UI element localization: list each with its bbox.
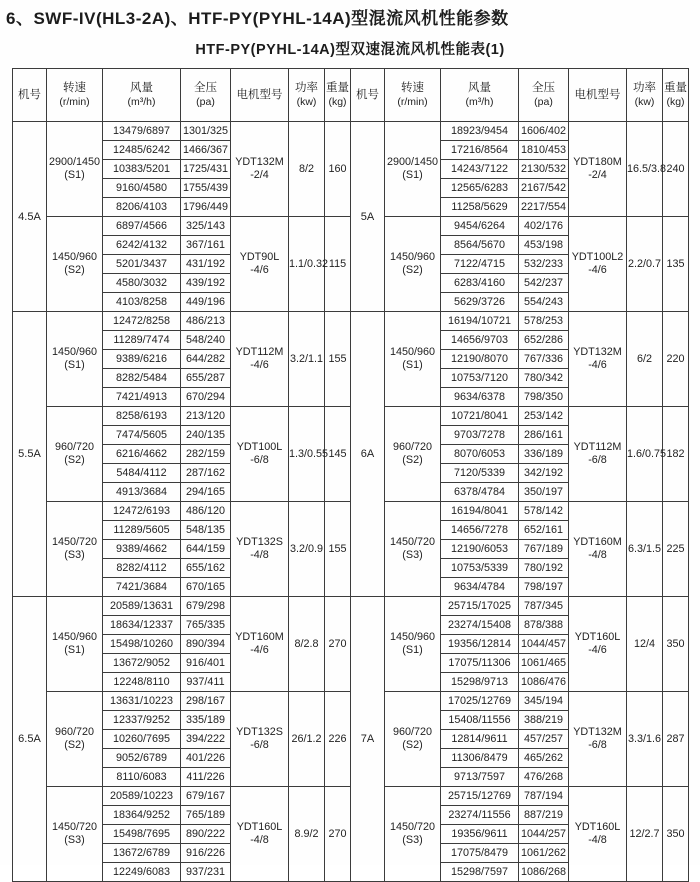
flow-cell: 11258/5629 bbox=[441, 198, 519, 217]
pressure-cell: 439/192 bbox=[181, 274, 231, 293]
flow-cell: 8070/6053 bbox=[441, 445, 519, 464]
weight-cell: 270 bbox=[325, 787, 351, 882]
pressure-cell: 2130/532 bbox=[519, 160, 569, 179]
power-cell: 12/4 bbox=[627, 597, 663, 692]
pressure-cell: 542/237 bbox=[519, 274, 569, 293]
pressure-cell: 2167/542 bbox=[519, 179, 569, 198]
weight-cell: 160 bbox=[325, 122, 351, 217]
motor-cell: YDT132S -6/8 bbox=[231, 692, 289, 787]
flow-cell: 25715/12769 bbox=[441, 787, 519, 806]
header-pressure: 全压 (pa) bbox=[181, 69, 231, 122]
pressure-cell: 798/350 bbox=[519, 388, 569, 407]
pressure-cell: 401/226 bbox=[181, 749, 231, 768]
flow-cell: 20589/13631 bbox=[103, 597, 181, 616]
flow-cell: 8564/5670 bbox=[441, 236, 519, 255]
flow-cell: 9160/4580 bbox=[103, 179, 181, 198]
motor-cell: YDT132M -6/8 bbox=[569, 692, 627, 787]
pressure-cell: 578/142 bbox=[519, 502, 569, 521]
motor-cell: YDT132S -4/8 bbox=[231, 502, 289, 597]
pressure-cell: 294/165 bbox=[181, 483, 231, 502]
page-title: 6、SWF-IV(HL3-2A)、HTF-PY(PYHL-14A)型混流风机性能参数 bbox=[6, 9, 509, 28]
power-cell: 1.3/0.55 bbox=[289, 407, 325, 502]
pressure-cell: 554/243 bbox=[519, 293, 569, 312]
flow-cell: 9634/6378 bbox=[441, 388, 519, 407]
pressure-cell: 1796/449 bbox=[181, 198, 231, 217]
motor-cell: YDT160L -4/8 bbox=[231, 787, 289, 882]
pressure-cell: 644/159 bbox=[181, 540, 231, 559]
flow-cell: 12472/6193 bbox=[103, 502, 181, 521]
speed-cell: 960/720 (S2) bbox=[385, 407, 441, 502]
flow-cell: 16194/8041 bbox=[441, 502, 519, 521]
flow-cell: 11306/8479 bbox=[441, 749, 519, 768]
flow-cell: 12565/6283 bbox=[441, 179, 519, 198]
pressure-cell: 1044/257 bbox=[519, 825, 569, 844]
pressure-cell: 787/194 bbox=[519, 787, 569, 806]
speed-cell: 960/720 (S2) bbox=[47, 407, 103, 502]
power-cell: 8/2 bbox=[289, 122, 325, 217]
fan-performance-table bbox=[12, 68, 689, 882]
flow-cell: 12337/9252 bbox=[103, 711, 181, 730]
pressure-cell: 1086/476 bbox=[519, 673, 569, 692]
flow-cell: 17075/8479 bbox=[441, 844, 519, 863]
motor-cell: YDT132M -2/4 bbox=[231, 122, 289, 217]
flow-cell: 8206/4103 bbox=[103, 198, 181, 217]
pressure-cell: 1725/431 bbox=[181, 160, 231, 179]
flow-cell: 10721/8041 bbox=[441, 407, 519, 426]
motor-cell: YDT112M -4/6 bbox=[231, 312, 289, 407]
flow-cell: 4913/3684 bbox=[103, 483, 181, 502]
speed-cell: 1450/720 (S3) bbox=[47, 787, 103, 882]
power-cell: 2.2/0.7 bbox=[627, 217, 663, 312]
pressure-cell: 411/226 bbox=[181, 768, 231, 787]
motor-cell: YDT160M -4/8 bbox=[569, 502, 627, 597]
header-weight: 重量 (kg) bbox=[325, 69, 351, 122]
model-cell: 5A bbox=[351, 122, 385, 312]
speed-cell: 1450/720 (S3) bbox=[47, 502, 103, 597]
weight-cell: 287 bbox=[663, 692, 689, 787]
flow-cell: 12190/8070 bbox=[441, 350, 519, 369]
pressure-cell: 767/189 bbox=[519, 540, 569, 559]
weight-cell: 350 bbox=[663, 787, 689, 882]
pressure-cell: 916/226 bbox=[181, 844, 231, 863]
power-cell: 3.3/1.6 bbox=[627, 692, 663, 787]
header-weight: 重量 (kg) bbox=[663, 69, 689, 122]
pressure-cell: 335/189 bbox=[181, 711, 231, 730]
flow-cell: 18364/9252 bbox=[103, 806, 181, 825]
pressure-cell: 532/233 bbox=[519, 255, 569, 274]
pressure-cell: 670/294 bbox=[181, 388, 231, 407]
flow-cell: 14656/7278 bbox=[441, 521, 519, 540]
flow-cell: 13479/6897 bbox=[103, 122, 181, 141]
flow-cell: 20589/10223 bbox=[103, 787, 181, 806]
power-cell: 3.2/0.9 bbox=[289, 502, 325, 597]
weight-cell: 182 bbox=[663, 407, 689, 502]
flow-cell: 12249/6083 bbox=[103, 863, 181, 882]
pressure-cell: 453/198 bbox=[519, 236, 569, 255]
flow-cell: 12190/6053 bbox=[441, 540, 519, 559]
pressure-cell: 394/222 bbox=[181, 730, 231, 749]
pressure-cell: 1301/325 bbox=[181, 122, 231, 141]
table-row bbox=[13, 122, 689, 141]
pressure-cell: 890/394 bbox=[181, 635, 231, 654]
weight-cell: 350 bbox=[663, 597, 689, 692]
flow-cell: 15298/7597 bbox=[441, 863, 519, 882]
motor-cell: YDT90L -4/6 bbox=[231, 217, 289, 312]
flow-cell: 15498/7695 bbox=[103, 825, 181, 844]
flow-cell: 13631/10223 bbox=[103, 692, 181, 711]
header-speed: 转速 (r/min) bbox=[385, 69, 441, 122]
pressure-cell: 1606/402 bbox=[519, 122, 569, 141]
flow-cell: 9454/6264 bbox=[441, 217, 519, 236]
flow-cell: 17216/8564 bbox=[441, 141, 519, 160]
motor-cell: YDT180M -2/4 bbox=[569, 122, 627, 217]
motor-cell: YDT160L -4/8 bbox=[569, 787, 627, 882]
speed-cell: 960/720 (S2) bbox=[385, 692, 441, 787]
motor-cell: YDT160M -4/6 bbox=[231, 597, 289, 692]
pressure-cell: 765/335 bbox=[181, 616, 231, 635]
flow-cell: 6897/4566 bbox=[103, 217, 181, 236]
flow-cell: 12814/9611 bbox=[441, 730, 519, 749]
pressure-cell: 345/194 bbox=[519, 692, 569, 711]
weight-cell: 225 bbox=[663, 502, 689, 597]
model-cell: 6A bbox=[351, 312, 385, 597]
pressure-cell: 780/342 bbox=[519, 369, 569, 388]
motor-cell: YDT100L -6/8 bbox=[231, 407, 289, 502]
pressure-cell: 765/189 bbox=[181, 806, 231, 825]
flow-cell: 7120/5339 bbox=[441, 464, 519, 483]
flow-cell: 10753/7120 bbox=[441, 369, 519, 388]
speed-cell: 1450/960 (S1) bbox=[385, 312, 441, 407]
weight-cell: 270 bbox=[325, 597, 351, 692]
pressure-cell: 298/167 bbox=[181, 692, 231, 711]
flow-cell: 12248/8110 bbox=[103, 673, 181, 692]
flow-cell: 23274/11556 bbox=[441, 806, 519, 825]
weight-cell: 145 bbox=[325, 407, 351, 502]
motor-cell: YDT100L2 -4/6 bbox=[569, 217, 627, 312]
pressure-cell: 916/401 bbox=[181, 654, 231, 673]
weight-cell: 155 bbox=[325, 312, 351, 407]
model-cell: 4.5A bbox=[13, 122, 47, 312]
flow-cell: 9052/6789 bbox=[103, 749, 181, 768]
flow-cell: 4103/8258 bbox=[103, 293, 181, 312]
flow-cell: 8282/5484 bbox=[103, 369, 181, 388]
power-cell: 26/1.2 bbox=[289, 692, 325, 787]
pressure-cell: 652/161 bbox=[519, 521, 569, 540]
model-cell: 7A bbox=[351, 597, 385, 882]
pressure-cell: 548/135 bbox=[181, 521, 231, 540]
flow-cell: 16194/10721 bbox=[441, 312, 519, 331]
pressure-cell: 388/219 bbox=[519, 711, 569, 730]
flow-cell: 12485/6242 bbox=[103, 141, 181, 160]
flow-cell: 10260/7695 bbox=[103, 730, 181, 749]
flow-cell: 17025/12769 bbox=[441, 692, 519, 711]
weight-cell: 220 bbox=[663, 312, 689, 407]
pressure-cell: 350/197 bbox=[519, 483, 569, 502]
flow-cell: 9389/4662 bbox=[103, 540, 181, 559]
pressure-cell: 670/165 bbox=[181, 578, 231, 597]
power-cell: 8.9/2 bbox=[289, 787, 325, 882]
flow-cell: 18923/9454 bbox=[441, 122, 519, 141]
pressure-cell: 780/192 bbox=[519, 559, 569, 578]
pressure-cell: 1086/268 bbox=[519, 863, 569, 882]
pressure-cell: 476/268 bbox=[519, 768, 569, 787]
pressure-cell: 1044/457 bbox=[519, 635, 569, 654]
speed-cell: 1450/720 (S3) bbox=[385, 787, 441, 882]
header-motor: 电机型号 bbox=[231, 69, 289, 122]
flow-cell: 14243/7122 bbox=[441, 160, 519, 179]
flow-cell: 9713/7597 bbox=[441, 768, 519, 787]
pressure-cell: 287/162 bbox=[181, 464, 231, 483]
weight-cell: 240 bbox=[663, 122, 689, 217]
pressure-cell: 578/253 bbox=[519, 312, 569, 331]
flow-cell: 7421/4913 bbox=[103, 388, 181, 407]
pressure-cell: 449/196 bbox=[181, 293, 231, 312]
power-cell: 8/2.8 bbox=[289, 597, 325, 692]
flow-cell: 19356/9611 bbox=[441, 825, 519, 844]
flow-cell: 5629/3726 bbox=[441, 293, 519, 312]
header-speed: 转速 (r/min) bbox=[47, 69, 103, 122]
pressure-cell: 465/262 bbox=[519, 749, 569, 768]
pressure-cell: 336/189 bbox=[519, 445, 569, 464]
header-pressure: 全压 (pa) bbox=[519, 69, 569, 122]
pressure-cell: 887/219 bbox=[519, 806, 569, 825]
power-cell: 1.6/0.75 bbox=[627, 407, 663, 502]
flow-cell: 19356/12814 bbox=[441, 635, 519, 654]
flow-cell: 25715/17025 bbox=[441, 597, 519, 616]
pressure-cell: 798/197 bbox=[519, 578, 569, 597]
pressure-cell: 213/120 bbox=[181, 407, 231, 426]
pressure-cell: 1466/367 bbox=[181, 141, 231, 160]
weight-cell: 135 bbox=[663, 217, 689, 312]
flow-cell: 11289/5605 bbox=[103, 521, 181, 540]
flow-cell: 15498/10260 bbox=[103, 635, 181, 654]
pressure-cell: 286/161 bbox=[519, 426, 569, 445]
header-power: 功率 (kw) bbox=[289, 69, 325, 122]
pressure-cell: 486/120 bbox=[181, 502, 231, 521]
pressure-cell: 767/336 bbox=[519, 350, 569, 369]
pressure-cell: 342/192 bbox=[519, 464, 569, 483]
model-cell: 6.5A bbox=[13, 597, 47, 882]
power-cell: 1.1/0.32 bbox=[289, 217, 325, 312]
pressure-cell: 679/298 bbox=[181, 597, 231, 616]
pressure-cell: 1061/465 bbox=[519, 654, 569, 673]
pressure-cell: 679/167 bbox=[181, 787, 231, 806]
pressure-cell: 486/213 bbox=[181, 312, 231, 331]
flow-cell: 15298/9713 bbox=[441, 673, 519, 692]
motor-cell: YDT112M -6/8 bbox=[569, 407, 627, 502]
pressure-cell: 652/286 bbox=[519, 331, 569, 350]
weight-cell: 155 bbox=[325, 502, 351, 597]
pressure-cell: 1061/262 bbox=[519, 844, 569, 863]
speed-cell: 1450/720 (S3) bbox=[385, 502, 441, 597]
flow-cell: 7474/5605 bbox=[103, 426, 181, 445]
pressure-cell: 282/159 bbox=[181, 445, 231, 464]
power-cell: 6.3/1.5 bbox=[627, 502, 663, 597]
pressure-cell: 655/287 bbox=[181, 369, 231, 388]
flow-cell: 11289/7474 bbox=[103, 331, 181, 350]
pressure-cell: 325/143 bbox=[181, 217, 231, 236]
flow-cell: 8258/6193 bbox=[103, 407, 181, 426]
table-header bbox=[13, 69, 689, 122]
flow-cell: 13672/9052 bbox=[103, 654, 181, 673]
motor-cell: YDT132M -4/6 bbox=[569, 312, 627, 407]
flow-cell: 7421/3684 bbox=[103, 578, 181, 597]
power-cell: 3.2/1.1 bbox=[289, 312, 325, 407]
pressure-cell: 457/257 bbox=[519, 730, 569, 749]
pressure-cell: 878/388 bbox=[519, 616, 569, 635]
speed-cell: 1450/960 (S1) bbox=[385, 597, 441, 692]
speed-cell: 960/720 (S2) bbox=[47, 692, 103, 787]
speed-cell: 2900/1450 (S1) bbox=[385, 122, 441, 217]
header-flow: 风量 (m³/h) bbox=[103, 69, 181, 122]
motor-cell: YDT160L -4/6 bbox=[569, 597, 627, 692]
flow-cell: 10753/5339 bbox=[441, 559, 519, 578]
flow-cell: 7122/4715 bbox=[441, 255, 519, 274]
table-body bbox=[13, 122, 689, 882]
pressure-cell: 1810/453 bbox=[519, 141, 569, 160]
pressure-cell: 655/162 bbox=[181, 559, 231, 578]
pressure-cell: 367/161 bbox=[181, 236, 231, 255]
flow-cell: 14656/9703 bbox=[441, 331, 519, 350]
speed-cell: 1450/960 (S1) bbox=[47, 597, 103, 692]
flow-cell: 6283/4160 bbox=[441, 274, 519, 293]
power-cell: 6/2 bbox=[627, 312, 663, 407]
header-power: 功率 (kw) bbox=[627, 69, 663, 122]
pressure-cell: 240/135 bbox=[181, 426, 231, 445]
header-model: 机号 bbox=[13, 69, 47, 122]
flow-cell: 10383/5201 bbox=[103, 160, 181, 179]
power-cell: 16.5/3.8 bbox=[627, 122, 663, 217]
flow-cell: 4580/3032 bbox=[103, 274, 181, 293]
flow-cell: 5201/3437 bbox=[103, 255, 181, 274]
flow-cell: 6216/4662 bbox=[103, 445, 181, 464]
pressure-cell: 2217/554 bbox=[519, 198, 569, 217]
flow-cell: 5484/4112 bbox=[103, 464, 181, 483]
pressure-cell: 548/240 bbox=[181, 331, 231, 350]
flow-cell: 15408/11556 bbox=[441, 711, 519, 730]
speed-cell: 1450/960 (S1) bbox=[47, 312, 103, 407]
flow-cell: 17075/11306 bbox=[441, 654, 519, 673]
pressure-cell: 402/176 bbox=[519, 217, 569, 236]
flow-cell: 6378/4784 bbox=[441, 483, 519, 502]
power-cell: 12/2.7 bbox=[627, 787, 663, 882]
pressure-cell: 937/231 bbox=[181, 863, 231, 882]
flow-cell: 8110/6083 bbox=[103, 768, 181, 787]
speed-cell: 1450/960 (S2) bbox=[47, 217, 103, 312]
flow-cell: 13672/6789 bbox=[103, 844, 181, 863]
weight-cell: 226 bbox=[325, 692, 351, 787]
flow-cell: 6242/4132 bbox=[103, 236, 181, 255]
header-row bbox=[13, 69, 689, 122]
table-subtitle: HTF-PY(PYHL-14A)型双速混流风机性能表(1) bbox=[195, 42, 505, 58]
table-row bbox=[13, 597, 689, 616]
pressure-cell: 1755/439 bbox=[181, 179, 231, 198]
pressure-cell: 937/411 bbox=[181, 673, 231, 692]
flow-cell: 12472/8258 bbox=[103, 312, 181, 331]
header-motor: 电机型号 bbox=[569, 69, 627, 122]
model-cell: 5.5A bbox=[13, 312, 47, 597]
pressure-cell: 253/142 bbox=[519, 407, 569, 426]
pressure-cell: 431/192 bbox=[181, 255, 231, 274]
pressure-cell: 644/282 bbox=[181, 350, 231, 369]
flow-cell: 9389/6216 bbox=[103, 350, 181, 369]
speed-cell: 1450/960 (S2) bbox=[385, 217, 441, 312]
table-row bbox=[13, 312, 689, 331]
speed-cell: 2900/1450 (S1) bbox=[47, 122, 103, 217]
weight-cell: 115 bbox=[325, 217, 351, 312]
flow-cell: 9634/4784 bbox=[441, 578, 519, 597]
pressure-cell: 787/345 bbox=[519, 597, 569, 616]
flow-cell: 8282/4112 bbox=[103, 559, 181, 578]
flow-cell: 9703/7278 bbox=[441, 426, 519, 445]
flow-cell: 23274/15408 bbox=[441, 616, 519, 635]
header-flow: 风量 (m³/h) bbox=[441, 69, 519, 122]
flow-cell: 18634/12337 bbox=[103, 616, 181, 635]
pressure-cell: 890/222 bbox=[181, 825, 231, 844]
header-model: 机号 bbox=[351, 69, 385, 122]
